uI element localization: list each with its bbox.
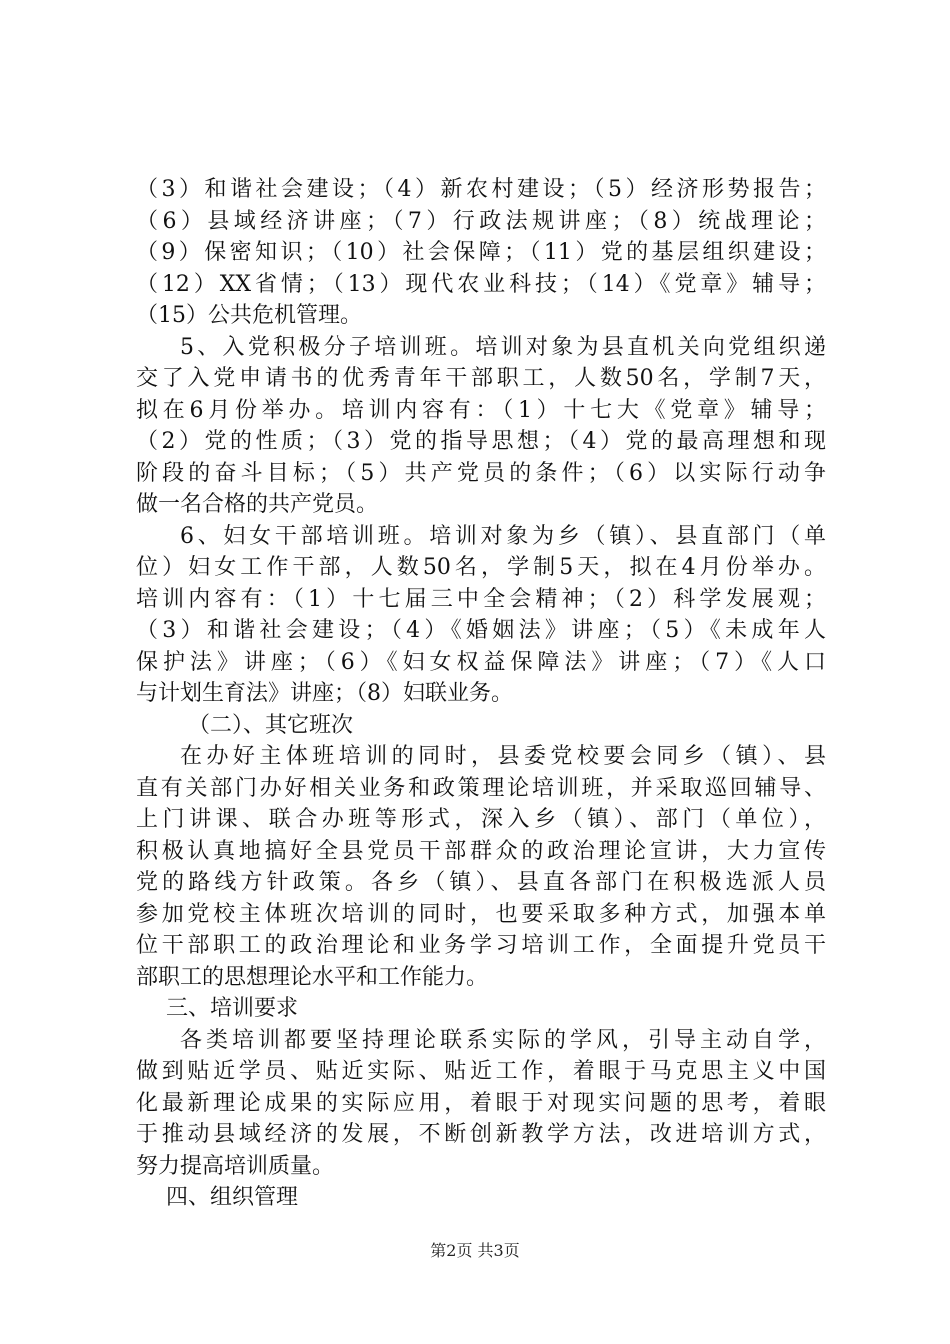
paragraph-heading: 6、妇女干部培训班。培训对象为乡（镇）、县直部门（单 [180,523,826,549]
text-line: （3）和谐社会建设；（4）新农村建设；（5）经济形势报告； [136,177,826,202]
section-heading: 三、培训要求 [166,996,299,1021]
text-line: 直有关部门办好相关业务和政策理论培训班，并采取巡回辅导、 [136,775,826,801]
text-line: 拟在6月份举办。培训内容有：（1）十七大《党章》辅导； [136,397,826,423]
paragraph-heading: 5、入党积极分子培训班。培训对象为县直机关向党组织递 [180,334,826,360]
text-line: 积极认真地搞好全县党员干部群众的政治理论宣讲，大力宣传 [136,838,826,864]
text-line: （9）保密知识；（10）社会保障；（11）党的基层组织建设； [136,240,826,265]
text-line: 各类培训都要坚持理论联系实际的学风，引导主动自学， [180,1027,826,1053]
text-line: 做一名合格的共产党员。 [136,492,379,517]
section-heading: 四、组织管理 [166,1185,299,1210]
section-heading: （二）、其它班次 [188,712,354,738]
text-line: 党的路线方针政策。各乡（镇）、县直各部门在积极选派人员 [136,870,826,895]
text-line: （2）党的性质；（3）党的指导思想；（4）党的最高理想和现 [136,429,826,454]
text-line: 位）妇女工作干部，人数50名，学制5天，拟在4月份举办。 [136,555,826,580]
text-line: 化最新理论成果的实际应用，着眼于对现实问题的思考，着眼 [136,1090,826,1116]
text-line: 做到贴近学员、贴近实际、贴近工作，着眼于马克思主义中国 [136,1059,826,1084]
text-line: 位干部职工的政治理论和业务学习培训工作，全面提升党员干 [136,933,826,958]
text-line: （3）和谐社会建设；（4）《婚姻法》讲座；（5）《未成年人 [136,618,826,643]
text-line: （6）县域经济讲座；（7）行政法规讲座；（8）统战理论； [136,208,826,234]
text-line: 上门讲课、联合办班等形式，深入乡（镇）、部门（单位）， [136,807,826,832]
text-line: 培训内容有：（1）十七届三中全会精神；（2）科学发展观； [136,586,826,612]
document-body [136,174,826,1214]
text-line: 阶段的奋斗目标；（5）共产党员的条件；（6）以实际行动争 [136,460,826,486]
text-line: 部职工的思想理论水平和工作能力。 [136,964,489,990]
page-footer: 第2页 共3页 [430,1241,520,1260]
text-line: 于推动县域经济的发展，不断创新教学方法，改进培训方式， [136,1122,826,1147]
text-line: 交了入党申请书的优秀青年干部职工，人数50名，学制7天， [136,366,826,391]
text-line: （12）XX省情；（13）现代农业科技；（14）《党章》辅导； [136,271,826,297]
text-line: （15）公共危机管理。 [136,303,362,328]
text-line: 参加党校主体班次培训的同时，也要采取多种方式，加强本单 [136,901,826,927]
text-line: 努力提高培训质量。 [136,1153,335,1179]
text-line: 保护法》讲座；（6）《妇女权益保障法》讲座；（7）《人口 [136,649,826,675]
text-line: 与计划生育法》讲座；（8）妇联业务。 [136,681,513,706]
text-line: 在办好主体班培训的同时，县委党校要会同乡（镇）、县 [180,744,826,769]
